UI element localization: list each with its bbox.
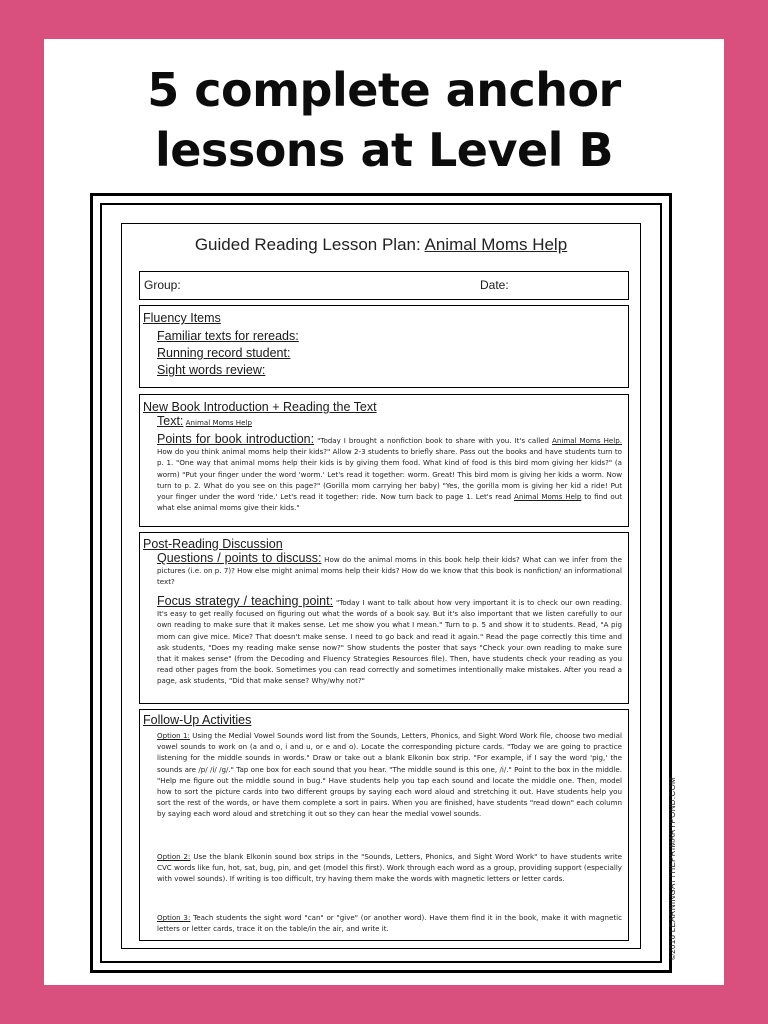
new-book-heading: New Book Introduction + Reading the Text: [143, 400, 377, 414]
headline: [0, 60, 768, 180]
lesson-plan-title-prefix: Guided Reading Lesson Plan:: [194, 235, 421, 254]
option-3-paragraph: [157, 912, 622, 934]
new-book-text-line: [157, 416, 622, 428]
post-reading-box: [139, 532, 629, 704]
headline-line-2: lessons at Level B: [154, 123, 614, 177]
points-text: "Today I brought a nonfiction book to share with you. It's called: [317, 436, 553, 445]
lesson-plan-title: [121, 235, 641, 255]
group-date-box: [139, 271, 629, 300]
fluency-items-box: [139, 305, 629, 388]
fluency-item: Running record student:: [157, 346, 291, 360]
option-2-paragraph: [157, 851, 622, 885]
fluency-heading: Fluency Items: [143, 311, 221, 325]
focus-strategy-paragraph: [157, 596, 622, 687]
questions-label: Questions / points to discuss:: [157, 551, 322, 565]
focus-text: "Today I want to talk about how very important it is to check our own reading. It's easy to get really focused on figuring out what the words of a book say. But it's also important that we listen carefully to our own reading to make sure that it makes sense. Let me show you what I mean." Turn to p. 5 and show it to students. Read, "A pig mom can give mice. Mice? That doesn't make sense. I need to go back and read it again." Read the page correctly this time and ask students, "Does my reading make sense now?" Show students the poster that says "Check your own reading to make sure that it makes sense" (from the Decoding and Fluency Strategies Resources file). Then, have students check your reading as you read other pages from the book. Sometimes you can read correctly and sometimes intentionally make mistakes. After you read a page, ask students, "Did that make sense? Why/why not?": [157, 598, 622, 686]
follow-up-box: [139, 709, 629, 941]
questions-paragraph: [157, 553, 622, 588]
post-reading-heading: Post-Reading Discussion: [143, 537, 283, 551]
option-1-text: Using the Medial Vowel Sounds word list from the Sounds, Letters, Phonics, and Sight Word Work file, choose two medial vowel sounds to work on (a and o, i and u, or e and o). Locate the corresponding picture cards. "Today we are going to practice listening for the middle sounds in words." Draw or take out a blank Elkonin box strip. "For example, if I say the word 'pig,' the sounds are /p/ /i/ /g/." Tap one box for each sound that you hear. "The middle sound is this one, /i/." Point to the box in the middle. "Help me figure out the middle sound in bug." Have students help you tap each sound and locate the middle one. Then, model how to sort the picture cards into two different groups by saying each word aloud and stretching it out. Have students help you sort the rest of the words, or have them complete a sort in pairs. When you are finished, have students "read down" each column by saying each word aloud and stretching it out so they can hear the medial vowel sounds.: [157, 731, 622, 819]
option-2-text: Use the blank Elkonin sound box strips in the "Sounds, Letters, Phonics, and Sight Word Work" to have students write CVC words like fun, hot, sat, bug, pin, and get (model this first). Work through each word as a group, providing support (especially with vowel sounds). If writing is too difficult, try having them make the words with magnetic letters or letter cards.: [157, 852, 622, 884]
fluency-item: Sight words review:: [157, 363, 266, 377]
text-value: Animal Moms Help: [185, 418, 252, 427]
focus-label: Focus strategy / teaching point:: [157, 594, 334, 608]
points-text: How do you think animal moms help their kids?" Allow 2-3 students to briefly share. Pass out the books and have students turn to p. 1. "One way that animal moms help their kids is by giving them food. What kind of food is this bird mom giving her kids?" (a worm) "Put your finger under the word 'worm.' Let's read it together: worm. Great! This bird mom is giving her kids a worm. Now turn to p. 2. What do you see on this page?" (Gorilla mom carrying her baby) "Yes, the gorilla mom is giving her kid a ride! Put your finger under the word 'ride.' Let's read it together: ride. Now turn back to page 1. Let's read: [157, 447, 622, 502]
lesson-plan-book-title: Animal Moms Help: [424, 235, 568, 254]
copyright-notice: ©2016 LEARNINGATTHEPRIMARYPOND.COM: [668, 777, 677, 960]
points-book-ref: Animal Moms Help: [513, 492, 582, 502]
questions-text: How do the animal moms in this book help their kids? What can we infer from the pictures (i.e. on p. 7)? How else might animal moms help their kids? How do we know that this book is nonfiction/ an informational text?: [157, 555, 622, 587]
date-label: Date:: [480, 278, 509, 292]
option-2-label: Option 2:: [157, 852, 191, 861]
group-label: Group:: [144, 278, 181, 292]
headline-line-1: 5 complete anchor: [147, 63, 621, 117]
text-label: Text:: [157, 414, 184, 428]
points-book-ref: Animal Moms Help.: [552, 436, 623, 445]
fluency-item: Familiar texts for rereads:: [157, 329, 299, 343]
option-3-text: Teach students the sight word "can" or "give" (or another word). Have them find it in the book, make it with magnetic letters or letter cards, trace it on the table/in the air, and write it.: [157, 913, 622, 934]
points-text: to find out what else animal moms give their kids.": [157, 492, 623, 513]
points-label: Points for book introduction:: [157, 432, 315, 446]
points-for-intro-paragraph: [157, 434, 622, 513]
follow-up-heading: Follow-Up Activities: [143, 713, 252, 727]
option-1-paragraph: [157, 730, 622, 820]
new-book-intro-box: [139, 394, 629, 527]
option-1-label: Option 1:: [157, 731, 190, 740]
option-3-label: Option 3:: [157, 913, 191, 922]
